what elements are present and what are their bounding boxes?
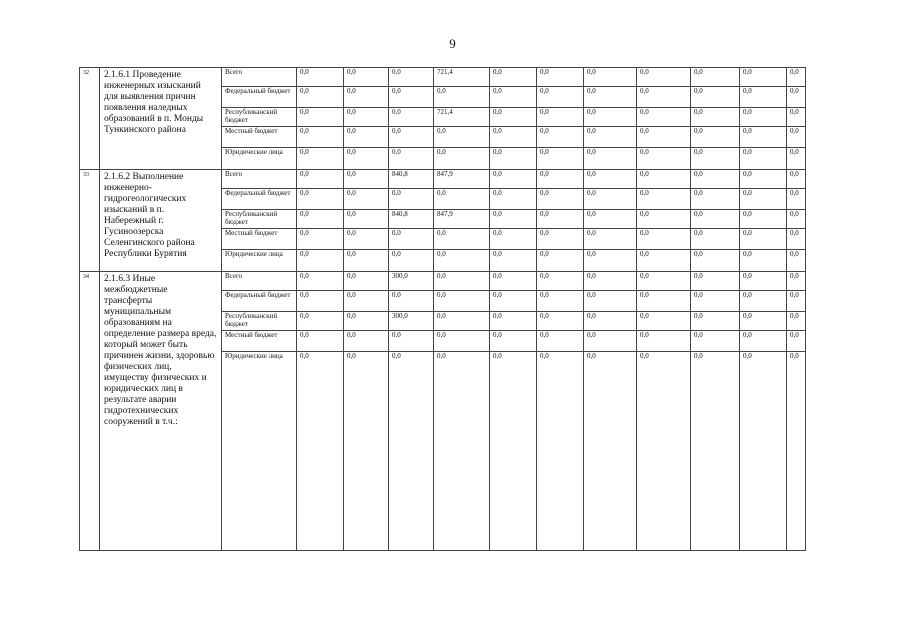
amount-cell: 0,0 bbox=[584, 68, 637, 87]
amount-cell: 0,0 bbox=[389, 87, 434, 108]
amount-cell: 0,0 bbox=[637, 312, 691, 331]
amount-cell: 721,4 bbox=[434, 108, 490, 127]
amount-cell: 0,0 bbox=[297, 331, 344, 352]
amount-cell: 0,0 bbox=[787, 148, 806, 170]
amount-cell: 0,0 bbox=[344, 189, 389, 210]
amount-cell: 0,0 bbox=[584, 250, 637, 272]
amount-cell: 0,0 bbox=[344, 210, 389, 229]
amount-cell: 0,0 bbox=[297, 68, 344, 87]
amount-cell: 0,0 bbox=[537, 87, 584, 108]
amount-cell: 0,0 bbox=[537, 229, 584, 250]
amount-cell: 0,0 bbox=[740, 331, 787, 352]
amount-cell: 0,0 bbox=[637, 87, 691, 108]
amount-cell: 0,0 bbox=[297, 189, 344, 210]
amount-cell: 0,0 bbox=[691, 170, 740, 189]
amount-cell: 0,0 bbox=[344, 331, 389, 352]
amount-cell: 0,0 bbox=[740, 312, 787, 331]
amount-cell: 0,0 bbox=[584, 291, 637, 312]
amount-cell: 840,8 bbox=[389, 170, 434, 189]
amount-cell: 0,0 bbox=[740, 229, 787, 250]
amount-cell: 0,0 bbox=[490, 87, 537, 108]
amount-cell: 0,0 bbox=[740, 148, 787, 170]
amount-cell: 0,0 bbox=[490, 291, 537, 312]
amount-cell: 0,0 bbox=[787, 170, 806, 189]
amount-cell: 0,0 bbox=[297, 312, 344, 331]
amount-cell: 0,0 bbox=[740, 250, 787, 272]
amount-cell: 0,0 bbox=[389, 127, 434, 148]
amount-cell: 0,0 bbox=[389, 352, 434, 551]
amount-cell: 0,0 bbox=[490, 127, 537, 148]
amount-cell: 0,0 bbox=[691, 127, 740, 148]
amount-cell: 0,0 bbox=[584, 331, 637, 352]
amount-cell: 0,0 bbox=[584, 210, 637, 229]
amount-cell: 0,0 bbox=[344, 229, 389, 250]
amount-cell: 0,0 bbox=[537, 148, 584, 170]
amount-cell: 0,0 bbox=[691, 229, 740, 250]
amount-cell: 0,0 bbox=[637, 210, 691, 229]
amount-cell: 0,0 bbox=[537, 68, 584, 87]
amount-cell: 0,0 bbox=[434, 229, 490, 250]
funding-source: Республиканский бюджет bbox=[222, 312, 297, 331]
table-row bbox=[80, 272, 806, 291]
amount-cell: 0,0 bbox=[537, 272, 584, 291]
amount-cell: 0,0 bbox=[584, 352, 637, 551]
amount-cell: 0,0 bbox=[787, 331, 806, 352]
amount-cell: 0,0 bbox=[740, 352, 787, 551]
amount-cell: 0,0 bbox=[637, 148, 691, 170]
amount-cell: 0,0 bbox=[297, 210, 344, 229]
amount-cell: 0,0 bbox=[434, 87, 490, 108]
amount-cell: 0,0 bbox=[691, 250, 740, 272]
funding-source: Федеральный бюджет bbox=[222, 87, 297, 108]
funding-source: Федеральный бюджет bbox=[222, 291, 297, 312]
amount-cell: 0,0 bbox=[637, 127, 691, 148]
amount-cell: 0,0 bbox=[344, 272, 389, 291]
amount-cell: 0,0 bbox=[637, 68, 691, 87]
amount-cell: 0,0 bbox=[740, 210, 787, 229]
funding-source: Республиканский бюджет bbox=[222, 210, 297, 229]
amount-cell: 0,0 bbox=[490, 352, 537, 551]
amount-cell: 0,0 bbox=[490, 210, 537, 229]
amount-cell: 0,0 bbox=[740, 87, 787, 108]
amount-cell: 0,0 bbox=[490, 68, 537, 87]
amount-cell: 0,0 bbox=[297, 291, 344, 312]
row-number: 33 bbox=[80, 170, 100, 272]
amount-cell: 0,0 bbox=[344, 352, 389, 551]
amount-cell: 0,0 bbox=[787, 68, 806, 87]
amount-cell: 847,9 bbox=[434, 210, 490, 229]
amount-cell: 721,4 bbox=[434, 68, 490, 87]
amount-cell: 0,0 bbox=[584, 148, 637, 170]
amount-cell: 0,0 bbox=[297, 87, 344, 108]
amount-cell: 0,0 bbox=[584, 108, 637, 127]
amount-cell: 0,0 bbox=[389, 331, 434, 352]
funding-source: Всего bbox=[222, 68, 297, 87]
amount-cell: 0,0 bbox=[787, 108, 806, 127]
amount-cell: 0,0 bbox=[537, 250, 584, 272]
amount-cell: 0,0 bbox=[584, 170, 637, 189]
amount-cell: 0,0 bbox=[490, 170, 537, 189]
amount-cell: 0,0 bbox=[344, 312, 389, 331]
amount-cell: 300,0 bbox=[389, 272, 434, 291]
amount-cell: 0,0 bbox=[740, 291, 787, 312]
amount-cell: 0,0 bbox=[389, 68, 434, 87]
amount-cell: 0,0 bbox=[297, 108, 344, 127]
amount-cell: 840,8 bbox=[389, 210, 434, 229]
amount-cell: 0,0 bbox=[787, 312, 806, 331]
amount-cell: 0,0 bbox=[584, 87, 637, 108]
amount-cell: 0,0 bbox=[537, 108, 584, 127]
page-number: 9 bbox=[449, 36, 456, 51]
amount-cell: 0,0 bbox=[490, 312, 537, 331]
amount-cell: 0,0 bbox=[637, 229, 691, 250]
amount-cell: 0,0 bbox=[389, 148, 434, 170]
amount-cell: 0,0 bbox=[584, 189, 637, 210]
amount-cell: 0,0 bbox=[740, 108, 787, 127]
amount-cell: 0,0 bbox=[297, 229, 344, 250]
amount-cell: 0,0 bbox=[297, 352, 344, 551]
amount-cell: 0,0 bbox=[691, 331, 740, 352]
amount-cell: 0,0 bbox=[490, 272, 537, 291]
amount-cell: 0,0 bbox=[537, 352, 584, 551]
amount-cell: 0,0 bbox=[344, 108, 389, 127]
amount-cell: 0,0 bbox=[344, 170, 389, 189]
amount-cell: 0,0 bbox=[344, 68, 389, 87]
amount-cell: 0,0 bbox=[537, 189, 584, 210]
amount-cell: 0,0 bbox=[637, 272, 691, 291]
amount-cell: 0,0 bbox=[691, 272, 740, 291]
table-row bbox=[80, 170, 806, 189]
amount-cell: 0,0 bbox=[637, 170, 691, 189]
amount-cell: 0,0 bbox=[787, 210, 806, 229]
amount-cell: 0,0 bbox=[691, 291, 740, 312]
amount-cell: 0,0 bbox=[584, 127, 637, 148]
amount-cell: 300,0 bbox=[389, 312, 434, 331]
amount-cell: 0,0 bbox=[637, 352, 691, 551]
funding-source: Юридические лица bbox=[222, 148, 297, 170]
amount-cell: 0,0 bbox=[740, 68, 787, 87]
amount-cell: 0,0 bbox=[537, 312, 584, 331]
amount-cell: 0,0 bbox=[787, 272, 806, 291]
amount-cell: 0,0 bbox=[637, 331, 691, 352]
amount-cell: 0,0 bbox=[389, 291, 434, 312]
amount-cell: 0,0 bbox=[389, 229, 434, 250]
amount-cell: 0,0 bbox=[537, 210, 584, 229]
amount-cell: 0,0 bbox=[434, 331, 490, 352]
amount-cell: 0,0 bbox=[490, 331, 537, 352]
amount-cell: 0,0 bbox=[637, 189, 691, 210]
amount-cell: 0,0 bbox=[691, 189, 740, 210]
amount-cell: 0,0 bbox=[787, 87, 806, 108]
row-number: 34 bbox=[80, 272, 100, 551]
amount-cell: 0,0 bbox=[344, 148, 389, 170]
amount-cell: 0,0 bbox=[389, 108, 434, 127]
amount-cell: 0,0 bbox=[434, 352, 490, 551]
amount-cell: 0,0 bbox=[740, 127, 787, 148]
funding-source: Всего bbox=[222, 170, 297, 189]
funding-source: Всего bbox=[222, 272, 297, 291]
amount-cell: 0,0 bbox=[637, 291, 691, 312]
amount-cell: 0,0 bbox=[691, 148, 740, 170]
amount-cell: 0,0 bbox=[787, 250, 806, 272]
amount-cell: 0,0 bbox=[691, 210, 740, 229]
measure-name: 2.1.6.1 Проведение инженерных изысканий для выявления причин появления наледных образований в п. Монды Тункинского района bbox=[100, 68, 222, 170]
amount-cell: 0,0 bbox=[537, 291, 584, 312]
amount-cell: 0,0 bbox=[490, 189, 537, 210]
funding-source: Федеральный бюджет bbox=[222, 189, 297, 210]
amount-cell: 0,0 bbox=[787, 352, 806, 551]
row-number: 32 bbox=[80, 68, 100, 170]
measure-name: 2.1.6.3 Иные межбюджетные трансферты муниципальным образованиям на определение размера вреда, который может быть причинен жизни, здоровью физических лиц, имуществу физических и юридических лиц в результате аварии гидротехнических сооружений в т.ч.: bbox=[100, 272, 222, 551]
amount-cell: 0,0 bbox=[297, 148, 344, 170]
amount-cell: 847,9 bbox=[434, 170, 490, 189]
amount-cell: 0,0 bbox=[490, 250, 537, 272]
amount-cell: 0,0 bbox=[537, 170, 584, 189]
amount-cell: 0,0 bbox=[434, 291, 490, 312]
amount-cell: 0,0 bbox=[434, 189, 490, 210]
amount-cell: 0,0 bbox=[344, 250, 389, 272]
amount-cell: 0,0 bbox=[537, 127, 584, 148]
amount-cell: 0,0 bbox=[344, 127, 389, 148]
amount-cell: 0,0 bbox=[434, 272, 490, 291]
amount-cell: 0,0 bbox=[490, 229, 537, 250]
amount-cell: 0,0 bbox=[691, 68, 740, 87]
measure-name: 2.1.6.2 Выполнение инженерно-гидрогеологических изысканий в п. Набережный г. Гусиноозерска Селенгинского района Республики Бурятия bbox=[100, 170, 222, 272]
funding-source: Местный бюджет bbox=[222, 229, 297, 250]
amount-cell: 0,0 bbox=[637, 108, 691, 127]
amount-cell: 0,0 bbox=[691, 312, 740, 331]
amount-cell: 0,0 bbox=[434, 312, 490, 331]
amount-cell: 0,0 bbox=[490, 108, 537, 127]
amount-cell: 0,0 bbox=[297, 272, 344, 291]
amount-cell: 0,0 bbox=[389, 189, 434, 210]
budget-table bbox=[79, 67, 806, 551]
amount-cell: 0,0 bbox=[787, 189, 806, 210]
amount-cell: 0,0 bbox=[691, 108, 740, 127]
funding-source: Местный бюджет bbox=[222, 331, 297, 352]
amount-cell: 0,0 bbox=[740, 170, 787, 189]
funding-source: Юридические лица bbox=[222, 352, 297, 551]
amount-cell: 0,0 bbox=[691, 87, 740, 108]
amount-cell: 0,0 bbox=[389, 250, 434, 272]
amount-cell: 0,0 bbox=[434, 148, 490, 170]
amount-cell: 0,0 bbox=[584, 312, 637, 331]
amount-cell: 0,0 bbox=[584, 272, 637, 291]
amount-cell: 0,0 bbox=[537, 331, 584, 352]
amount-cell: 0,0 bbox=[297, 170, 344, 189]
amount-cell: 0,0 bbox=[637, 250, 691, 272]
amount-cell: 0,0 bbox=[740, 189, 787, 210]
amount-cell: 0,0 bbox=[490, 148, 537, 170]
amount-cell: 0,0 bbox=[344, 87, 389, 108]
amount-cell: 0,0 bbox=[787, 291, 806, 312]
amount-cell: 0,0 bbox=[297, 250, 344, 272]
amount-cell: 0,0 bbox=[787, 229, 806, 250]
funding-source: Местный бюджет bbox=[222, 127, 297, 148]
funding-source: Республиканский бюджет bbox=[222, 108, 297, 127]
amount-cell: 0,0 bbox=[584, 229, 637, 250]
amount-cell: 0,0 bbox=[691, 352, 740, 551]
funding-source: Юридические лица bbox=[222, 250, 297, 272]
amount-cell: 0,0 bbox=[740, 272, 787, 291]
table-row bbox=[80, 68, 806, 87]
amount-cell: 0,0 bbox=[787, 127, 806, 148]
amount-cell: 0,0 bbox=[344, 291, 389, 312]
amount-cell: 0,0 bbox=[434, 127, 490, 148]
amount-cell: 0,0 bbox=[297, 127, 344, 148]
amount-cell: 0,0 bbox=[434, 250, 490, 272]
